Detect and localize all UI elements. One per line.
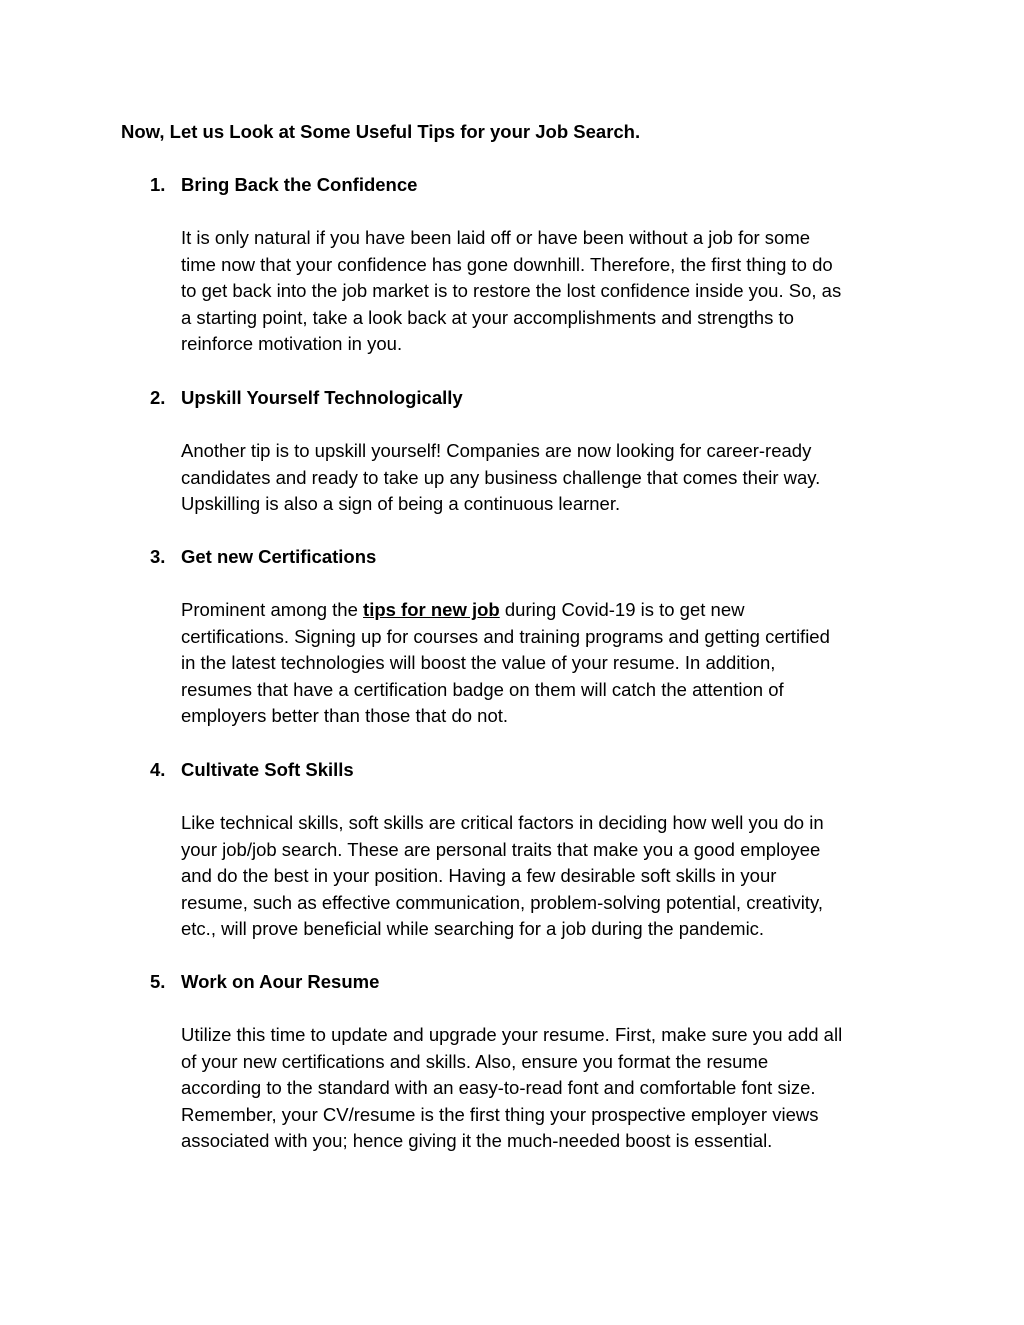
body-line: certifications. Signing up for courses and training programs and getting certified bbox=[181, 625, 830, 647]
body-line: to get back into the job market is to restore the lost confidence inside you. So, as bbox=[181, 280, 842, 302]
body-line: Upskilling is also a sign of being a continuous learner. bbox=[181, 493, 621, 515]
body-line: your job/job search. These are personal traits that make you a good employee bbox=[181, 838, 821, 860]
body-line: resume, such as effective communication, problem-solving potential, creativity, bbox=[181, 891, 823, 913]
section-title: Bring Back the Confidence bbox=[181, 174, 418, 195]
section-heading-2 bbox=[150, 385, 910, 411]
body-text: Prominent among the bbox=[181, 599, 364, 620]
section-number: 3. bbox=[150, 546, 166, 567]
body-line: It is only natural if you have been laid off or have been without a job for some bbox=[181, 227, 811, 248]
body-line: reinforce motivation in you. bbox=[181, 333, 403, 355]
body-line: a starting point, take a look back at your accomplishments and strengths to bbox=[181, 306, 794, 328]
section-body-4 bbox=[181, 810, 911, 943]
body-line: Utilize this time to update and upgrade your resume. First, make sure you add all bbox=[181, 1024, 843, 1045]
section-number: 5. bbox=[150, 971, 166, 992]
body-line: time now that your confidence has gone downhill. Therefore, the first thing to do bbox=[181, 253, 833, 275]
section-number: 2. bbox=[150, 387, 166, 408]
body-text: during Covid-19 is to get new bbox=[499, 599, 745, 620]
body-line: etc., will prove beneficial while searching for a job during the pandemic. bbox=[181, 918, 765, 940]
section-heading-3 bbox=[150, 544, 910, 570]
body-line: candidates and ready to take up any business challenge that comes their way. bbox=[181, 466, 821, 488]
section-number: 1. bbox=[150, 174, 166, 195]
section-title: Upskill Yourself Technologically bbox=[181, 387, 463, 408]
body-line: Like technical skills, soft skills are critical factors in deciding how well you do in bbox=[181, 812, 824, 833]
section-title: Get new Certifications bbox=[181, 546, 377, 567]
section-body-5 bbox=[181, 1022, 911, 1155]
body-line: in the latest technologies will boost the value of your resume. In addition, bbox=[181, 652, 776, 674]
section-title: Cultivate Soft Skills bbox=[181, 759, 354, 780]
body-line: Remember, your CV/resume is the first thing your prospective employer views bbox=[181, 1103, 819, 1125]
body-line: and do the best in your position. Having a few desirable soft skills in your bbox=[181, 865, 777, 887]
body-line bbox=[181, 597, 911, 624]
section-body-2 bbox=[181, 438, 911, 518]
section-body-3 bbox=[181, 597, 911, 730]
section-heading-5 bbox=[150, 969, 910, 995]
section-heading-4 bbox=[150, 757, 910, 783]
section-title: Work on Aour Resume bbox=[181, 971, 380, 992]
section-number: 4. bbox=[150, 759, 166, 780]
body-line: resumes that have a certification badge on them will catch the attention of bbox=[181, 678, 784, 700]
section-body-1 bbox=[181, 225, 911, 358]
body-line: employers better than those that do not. bbox=[181, 705, 509, 727]
section-heading-1 bbox=[150, 172, 910, 198]
page-title: Now, Let us Look at Some Useful Tips for your Job Search. bbox=[121, 121, 641, 142]
body-line: associated with you; hence giving it the much-needed boost is essential. bbox=[181, 1130, 773, 1152]
body-line: according to the standard with an easy-to-read font and comfortable font size. bbox=[181, 1077, 816, 1099]
body-line: Another tip is to upskill yourself! Companies are now looking for career-ready bbox=[181, 440, 812, 461]
body-line: of your new certifications and skills. Also, ensure you format the resume bbox=[181, 1050, 769, 1072]
tips-for-new-job-link[interactable]: tips for new job bbox=[363, 599, 500, 620]
